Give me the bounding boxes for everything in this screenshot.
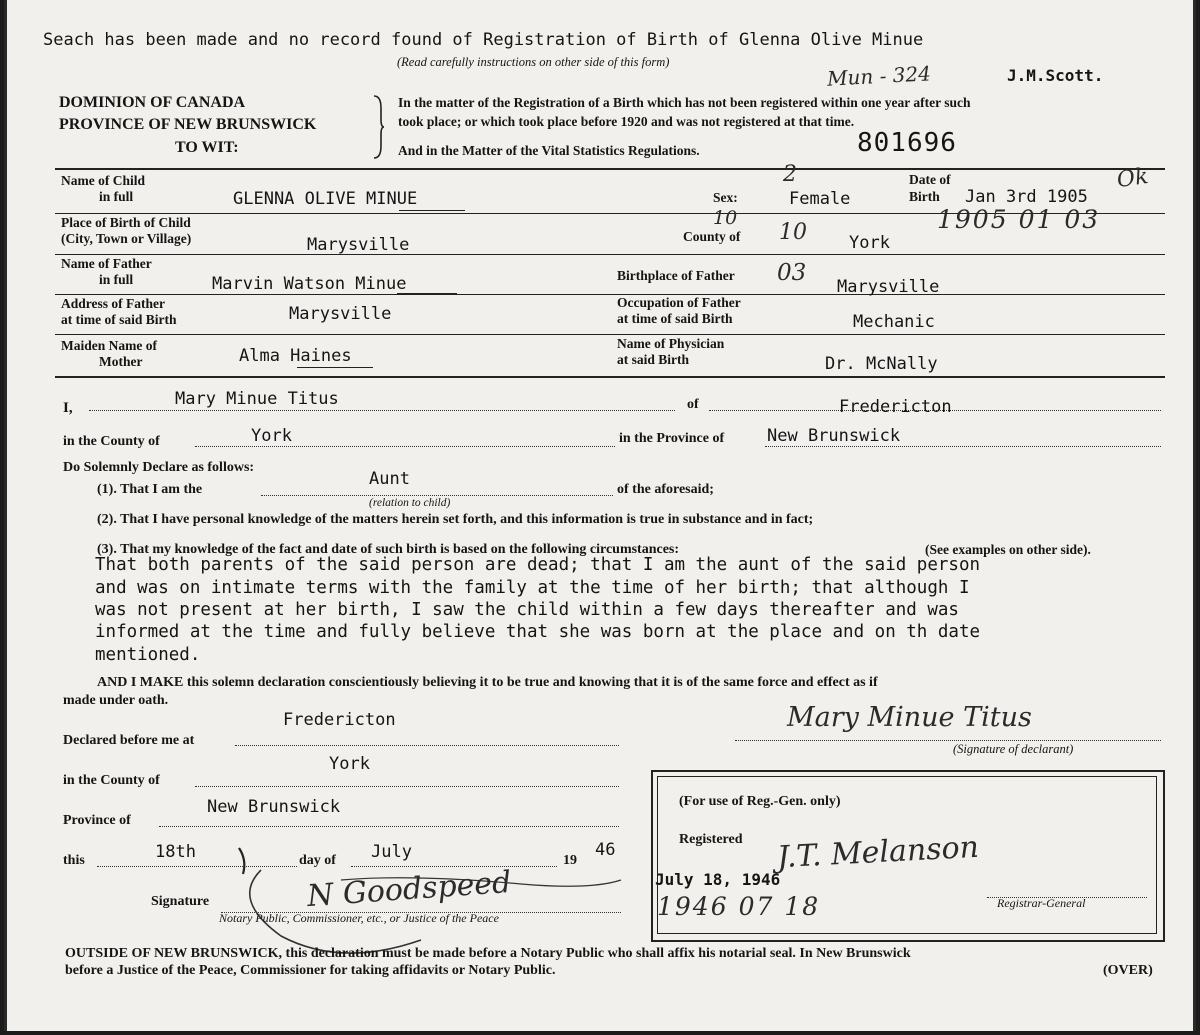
- dob-label-1: Date of: [909, 172, 951, 187]
- circumstances-line-3: was not present at her birth, I saw the child within a few days thereafter and was: [95, 600, 959, 620]
- declared-county-line: [195, 786, 619, 787]
- child-name-label-1: Name of Child: [61, 173, 145, 188]
- father-occupation-label-1: Occupation of Father: [617, 295, 741, 310]
- row-rule-2: [55, 254, 1165, 255]
- day-of-label: day of: [299, 853, 336, 868]
- declarant-name-line: [89, 410, 675, 411]
- row-rule-3: [55, 294, 1165, 295]
- county-code: 10: [779, 220, 807, 245]
- sex-value: Female: [789, 189, 851, 209]
- circumstances-line-1: That both parents of the said person are dead; that I am the aunt of the said person: [95, 555, 981, 575]
- province-heading: PROVINCE OF NEW BRUNSWICK: [59, 116, 317, 133]
- county-code-top: 10: [713, 207, 738, 229]
- birth-declaration-form: [4, 0, 1196, 1031]
- sex-label: Sex:: [713, 190, 738, 205]
- year-prefix: 19: [563, 853, 577, 868]
- declared-county-label: in the County of: [63, 773, 160, 788]
- child-name-value: GLENNA OLIVE MINUE: [233, 189, 418, 209]
- of-label: of: [687, 397, 699, 412]
- declarant-province-line: [765, 446, 1161, 447]
- search-name: Glenna Olive Minue: [739, 30, 924, 50]
- dob-coded: 1905 01 03: [937, 205, 1101, 234]
- solemn-declaration-lead: AND I MAKE: [97, 675, 184, 690]
- circumstances-line-2: and was on intimate terms with the family at the time of her birth; that although I: [95, 578, 970, 598]
- physician-value: Dr. McNally: [825, 354, 938, 374]
- solemn-declaration-end: made under oath.: [63, 693, 169, 708]
- father-occupation-label-2: at time of said Birth: [617, 311, 733, 326]
- notary-label: Notary Public, Commissioner, etc., or Justice of the Peace: [219, 911, 499, 925]
- declared-province-value: New Brunswick: [207, 797, 341, 817]
- relation-line: [261, 495, 613, 496]
- sex-code: 2: [783, 162, 797, 187]
- matter-line-2: took place; or which took place before 1920 and was not registered at that time.: [398, 114, 855, 129]
- item-2: (2). That I have personal knowledge of the matters herein set forth, and this information is true in substance and in fact;: [97, 512, 814, 527]
- registered-label: Registered: [679, 832, 743, 847]
- to-wit-heading: TO WIT:: [175, 139, 239, 156]
- registered-date-coded: 1946 07 18: [657, 892, 821, 921]
- mother-name-value: Alma Haines: [239, 346, 352, 366]
- declarant-county-line: [195, 446, 615, 447]
- father-address-label-1: Address of Father: [61, 296, 165, 311]
- item-3: (3). That my knowledge of the fact and date of such birth is based on the following circumstances:: [97, 542, 680, 557]
- father-occupation-value: Mechanic: [853, 312, 935, 332]
- solemn-declaration: [97, 675, 878, 691]
- registrar-signature: J.T. Melanson: [776, 829, 980, 876]
- father-address-value: Marysville: [289, 304, 392, 324]
- i-label: I,: [63, 400, 73, 416]
- declarant-signature-label: (Signature of declarant): [953, 742, 1074, 756]
- declared-province-label: Province of: [63, 813, 131, 828]
- dob-label-2: Birth: [909, 189, 940, 204]
- item-1-suffix: of the aforesaid;: [617, 482, 714, 497]
- father-name-label-1: Name of Father: [61, 256, 152, 271]
- notary-signature: N Goodspeed: [306, 864, 513, 915]
- footer-line-1-text: this declaration must be made before a Notary Public who shall affix his notarial seal. In New Brunswick: [282, 946, 911, 961]
- dob-value: Jan 3rd 1905: [965, 187, 1088, 207]
- father-name-underline: [397, 293, 457, 294]
- declarant-county-value: York: [251, 426, 292, 446]
- county-label: County of: [683, 229, 741, 244]
- row-rule-4: [55, 334, 1165, 335]
- declarant-county-label: in the County of: [63, 434, 160, 449]
- read-instructions-note: (Read carefully instructions on other side of this form): [397, 55, 670, 69]
- year-value: 46: [595, 840, 616, 860]
- examples-note: (See examples on other side).: [925, 542, 1091, 557]
- county-value: York: [849, 233, 890, 253]
- father-birthplace-value: Marysville: [837, 277, 940, 297]
- month-value: July: [371, 842, 412, 862]
- father-name-value: Marvin Watson Minue: [212, 274, 407, 294]
- declared-at-label: Declared before me at: [63, 733, 195, 748]
- footer-line-1-lead: OUTSIDE OF NEW BRUNSWICK,: [65, 946, 283, 961]
- solemn-declaration-text: this solemn declaration conscientiously believing it to be true and knowing that it is of the same force and effect as if: [183, 675, 878, 690]
- footer-line-1: [65, 946, 911, 962]
- circumstances-line-4: informed at the time and fully believe that she was born at the place and on th date: [95, 622, 981, 642]
- mother-name-underline: [297, 367, 373, 368]
- registrar-box-title: (For use of Reg.-Gen. only): [679, 794, 841, 809]
- declarant-signature: Mary Minue Titus: [787, 702, 1032, 733]
- dominion-heading: DOMINION OF CANADA: [59, 94, 246, 111]
- search-statement: [43, 30, 923, 50]
- matter-line-3: And in the Matter of the Vital Statistics Regulations.: [398, 143, 700, 158]
- physician-label-1: Name of Physician: [617, 336, 725, 351]
- searcher-name: J.M.Scott.: [1007, 66, 1104, 85]
- corner-check-mark: Ok: [1115, 163, 1150, 194]
- declared-at-value: Fredericton: [283, 710, 396, 730]
- pob-label-2: (City, Town or Village): [61, 231, 192, 246]
- brace-icon: [371, 94, 385, 160]
- circumstances-line-5: mentioned.: [95, 645, 201, 665]
- child-name-underline: [399, 210, 465, 211]
- handwritten-reference: Mun - 324: [826, 61, 932, 91]
- item-1-prefix: (1). That I am the: [97, 482, 203, 497]
- pob-label-1: Place of Birth of Child: [61, 215, 191, 230]
- declared-province-line: [159, 826, 619, 827]
- search-statement-text: ch has been made and no record found of Registration of Birth of: [73, 30, 729, 50]
- mother-label-2: Mother: [99, 354, 143, 369]
- child-name-label-2: in full: [99, 189, 134, 204]
- search-statement-prefix: Sea: [43, 30, 74, 50]
- day-value: 18th: [155, 842, 196, 862]
- father-birthplace-label: Birthplace of Father: [617, 268, 735, 283]
- declarant-name-value: Mary Minue Titus: [175, 389, 339, 409]
- registration-number: 801696: [857, 128, 957, 158]
- relation-note: (relation to child): [369, 497, 451, 509]
- declared-county-value: York: [329, 754, 370, 774]
- declarant-signature-line: [735, 740, 1161, 741]
- table-top-rule: [55, 168, 1165, 170]
- physician-label-2: at said Birth: [617, 352, 690, 367]
- declared-at-line: [235, 745, 619, 746]
- pob-value: Marysville: [307, 235, 410, 255]
- of-place-value: Fredericton: [839, 397, 952, 417]
- registrar-label: Registrar-General: [997, 896, 1086, 910]
- notary-signature-label: Signature: [151, 894, 210, 909]
- over-note: (OVER): [1103, 963, 1153, 978]
- father-name-label-2: in full: [99, 272, 134, 287]
- father-birthplace-code: 03: [777, 260, 807, 286]
- registered-date: July 18, 1946: [655, 870, 781, 889]
- this-label: this: [63, 853, 85, 868]
- declare-heading: Do Solemnly Declare as follows:: [63, 460, 255, 475]
- declarant-province-value: New Brunswick: [767, 426, 901, 446]
- father-address-label-2: at time of said Birth: [61, 312, 177, 327]
- mother-label-1: Maiden Name of: [61, 338, 157, 353]
- footer-line-2: before a Justice of the Peace, Commissioner for taking affidavits or Notary Public.: [65, 963, 556, 978]
- matter-line-1: In the matter of the Registration of a Birth which has not been registered within one year after such: [398, 95, 971, 110]
- relation-value: Aunt: [369, 469, 410, 489]
- declarant-province-label: in the Province of: [619, 431, 725, 446]
- table-bottom-rule: [55, 376, 1165, 378]
